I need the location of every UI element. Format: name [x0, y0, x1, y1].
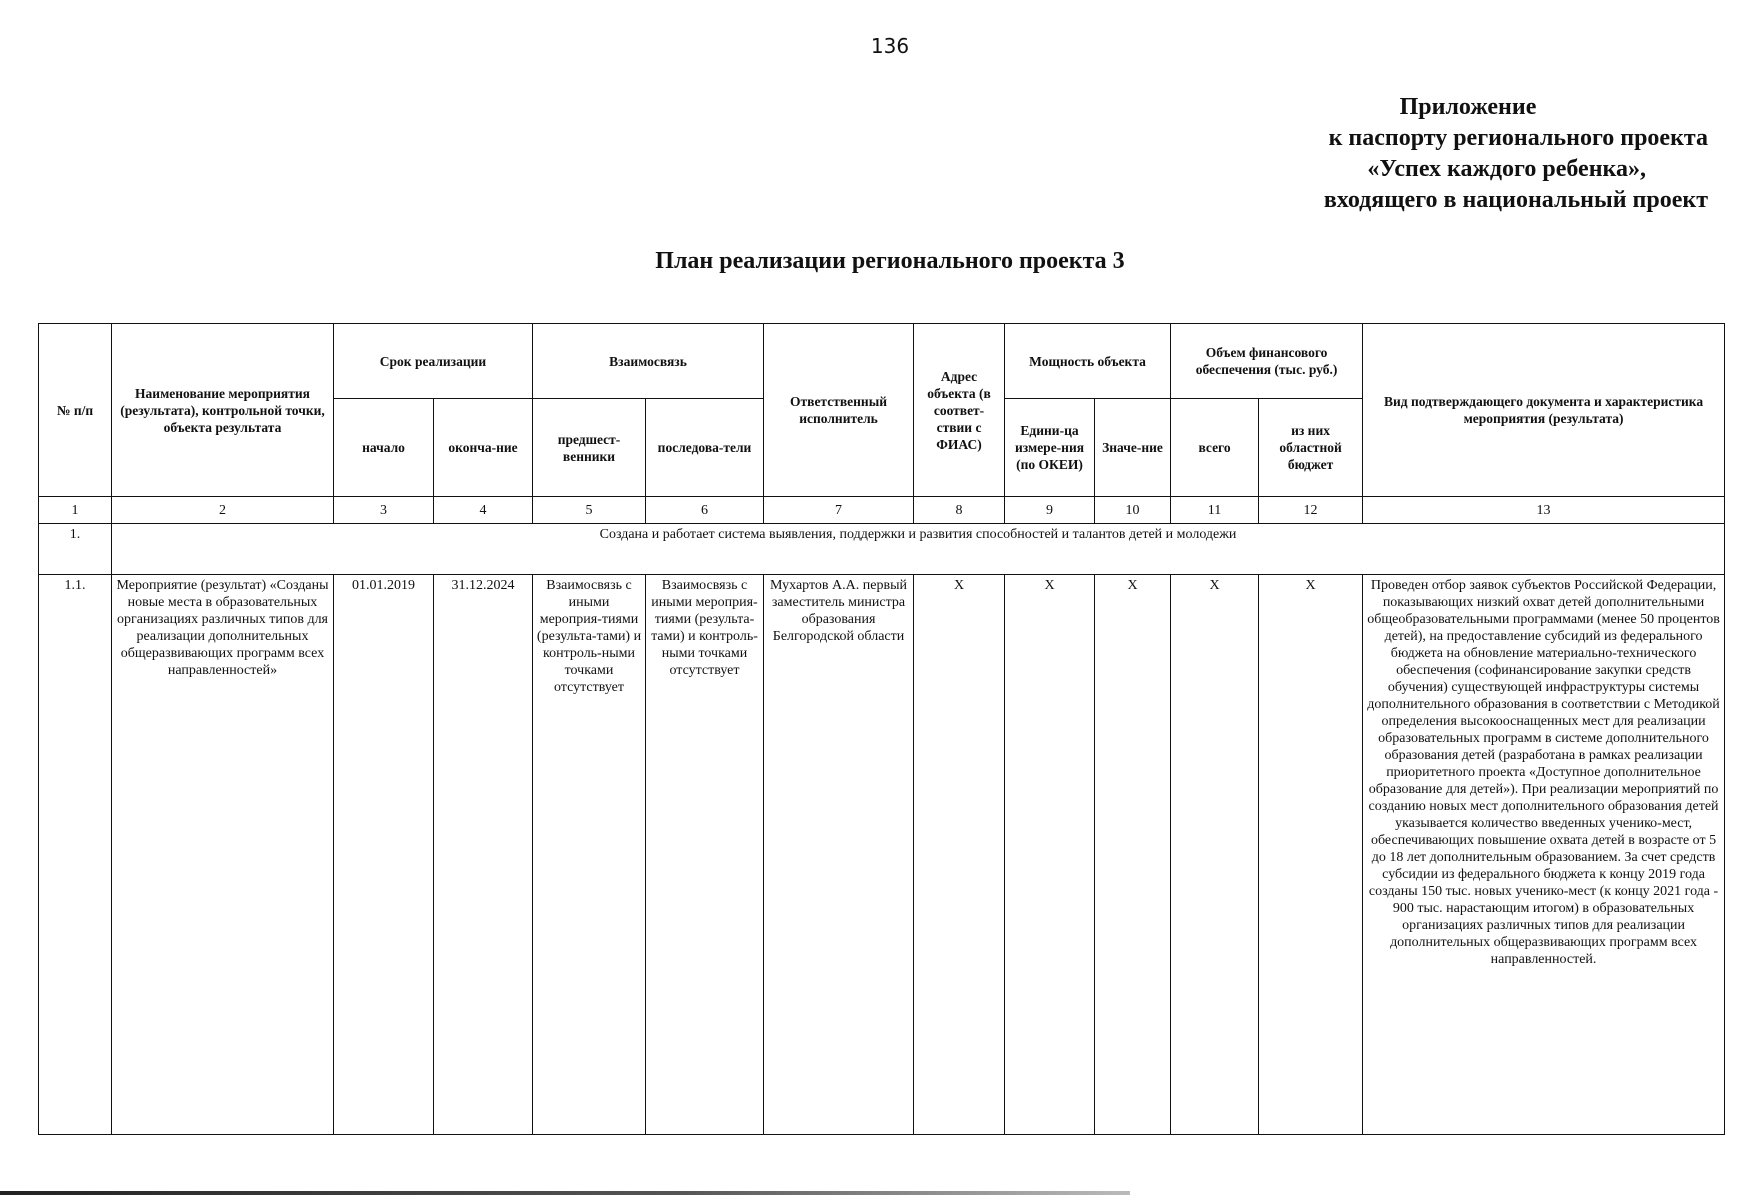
plan-title: План реализации регионального проекта 3	[655, 248, 1125, 274]
col-number: 4	[434, 497, 533, 524]
header-name: Наименование мероприятия (результата), контрольной точки, объекта результата	[112, 324, 334, 497]
col-number: 11	[1171, 497, 1259, 524]
header-total: всего	[1171, 399, 1259, 497]
col-number: 2	[112, 497, 334, 524]
header-successors: последова-тели	[646, 399, 764, 497]
item-doc: Проведен отбор заявок субъектов Российской Федерации, показывающих низкий охват детей дополнительными общеобразовательными программами (менее 50 процентов детей), на предоставление субсидий из федерального бюджета на обновление материально-технического обеспечения (софинансирование закупки средств обучения) существующей инфраструктуры системы дополнительного образования в соответствии с Методикой определения высокооснащенных мест для реализации образовательных программ в системе дополнительного образования детей (разработана в рамках реализации приоритетного проекта «Доступное дополнительное образование для детей»). При реализации мероприятий по созданию новых мест дополнительного образования детей указывается количество введенных ученико-мест, обеспечивающих повышение охвата детей в возрасте от 5 до 18 лет дополнительным образованием. За счет средств субсидии из федерального бюджета к концу 2019 года созданы 150 тыс. новых ученико-мест (к концу 2021 года - 900 тыс. нарастающим итогом) в образовательных организациях различных типов для реализации дополнительных общеразвивающих программ всех направленностей.	[1363, 575, 1725, 1135]
col-number: 3	[334, 497, 434, 524]
header-capacity: Мощность объекта	[1005, 324, 1171, 399]
header-doc: Вид подтверждающего документа и характеристика мероприятия (результата)	[1363, 324, 1725, 497]
item-total: Х	[1171, 575, 1259, 1135]
scan-edge-line	[0, 1191, 1130, 1195]
item-value: Х	[1095, 575, 1171, 1135]
item-predecessors: Взаимосвязь с иными мероприя-тиями (результа-тами) и контроль-ными точками отсутствует	[533, 575, 646, 1135]
col-number: 6	[646, 497, 764, 524]
column-number-row	[39, 497, 1725, 524]
section-num: 1.	[39, 524, 112, 575]
col-number: 8	[914, 497, 1005, 524]
section-title: Создана и работает система выявления, поддержки и развития способностей и талантов детей и молодежи	[112, 524, 1725, 575]
item-unit: Х	[1005, 575, 1095, 1135]
appendix-line-2: к паспорту регионального проекта	[1328, 125, 1708, 151]
appendix-line-4: входящего в национальный проект	[1323, 187, 1708, 213]
header-start: начало	[334, 399, 434, 497]
appendix-line-1: Приложение	[1399, 94, 1537, 120]
col-number: 7	[764, 497, 914, 524]
header-executor: Ответственный исполнитель	[764, 324, 914, 497]
header-finance: Объем финансового обеспечения (тыс. руб.)	[1171, 324, 1363, 399]
section-row	[39, 524, 1725, 575]
item-successors: Взаимосвязь с иными мероприя-тиями (результа-тами) и контроль-ными точками отсутствует	[646, 575, 764, 1135]
item-num: 1.1.	[39, 575, 112, 1135]
header-row-1	[39, 324, 1725, 399]
header-end: оконча-ние	[434, 399, 533, 497]
table-row	[39, 575, 1725, 1135]
header-address: Адрес объекта (в соответ-ствии с ФИАС)	[914, 324, 1005, 497]
header-num: № п/п	[39, 324, 112, 497]
header-unit: Едини-ца измере-ния (по ОКЕИ)	[1005, 399, 1095, 497]
item-regional: Х	[1259, 575, 1363, 1135]
appendix-heading	[1188, 92, 1708, 216]
page-number: 136	[870, 34, 910, 58]
appendix-line-3: «Успех каждого ребенка»,	[1367, 156, 1646, 182]
header-predecessors: предшест-венники	[533, 399, 646, 497]
item-address: Х	[914, 575, 1005, 1135]
item-name: Мероприятие (результат) «Созданы новые места в образовательных организациях различных типов для реализации дополнительных общеразвивающих программ всех направленностей»	[112, 575, 334, 1135]
col-number: 9	[1005, 497, 1095, 524]
col-number: 5	[533, 497, 646, 524]
header-relation: Взаимосвязь	[533, 324, 764, 399]
item-start: 01.01.2019	[334, 575, 434, 1135]
item-executor: Мухартов А.А. первый заместитель министра образования Белгородской области	[764, 575, 914, 1135]
header-period: Срок реализации	[334, 324, 533, 399]
col-number: 10	[1095, 497, 1171, 524]
col-number: 13	[1363, 497, 1725, 524]
col-number: 1	[39, 497, 112, 524]
col-number: 12	[1259, 497, 1363, 524]
header-value: Значе-ние	[1095, 399, 1171, 497]
header-regional: из них областной бюджет	[1259, 399, 1363, 497]
item-end: 31.12.2024	[434, 575, 533, 1135]
plan-table	[38, 323, 1725, 1135]
